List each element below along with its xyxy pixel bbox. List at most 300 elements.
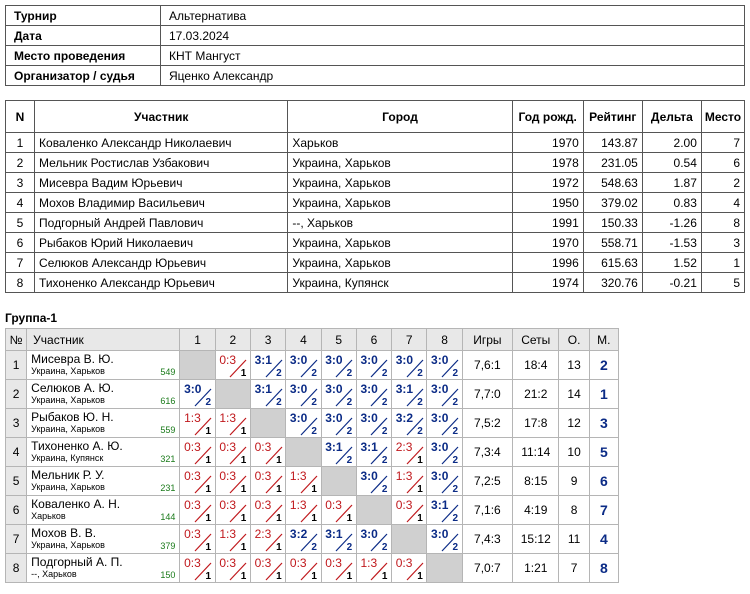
match-result-inner: [252, 351, 285, 379]
match-result: [321, 351, 356, 380]
birth-year: 1996: [512, 253, 583, 273]
info-value: КНТ Мангуст: [161, 46, 745, 66]
match-result: [392, 409, 427, 438]
match-points: 1: [417, 484, 423, 495]
participant-city: --, Харьков: [288, 213, 512, 233]
player-cell: [27, 438, 180, 467]
place: 2: [701, 173, 744, 193]
info-label: Место проведения: [6, 46, 161, 66]
participant-name: Селюков Александр Юрьевич: [35, 253, 288, 273]
match-score: 3:0: [325, 353, 343, 367]
points-total: 10: [559, 438, 589, 467]
match-points: 2: [452, 455, 459, 466]
delta: -1.26: [642, 213, 701, 233]
match-points: 2: [311, 542, 317, 553]
match-result: [427, 438, 462, 467]
match-result: [180, 525, 215, 554]
match-result-inner: [216, 438, 249, 466]
match-result: [356, 554, 391, 583]
match-result: [392, 351, 427, 380]
table-row: [6, 173, 745, 193]
match-score: 0:3: [254, 440, 272, 454]
match-result: [250, 438, 285, 467]
match-score: 0:3: [325, 498, 342, 512]
player-number: 4: [6, 438, 27, 467]
match-result-inner: [322, 554, 355, 582]
match-result-inner: [357, 380, 390, 408]
match-result: [215, 467, 250, 496]
match-score: 0:3: [184, 527, 201, 541]
points-total: 14: [559, 380, 589, 409]
player-city: Украина, Харьков: [31, 482, 105, 492]
match-points: 2: [417, 426, 423, 437]
match-points: 1: [417, 513, 423, 524]
match-result: [180, 409, 215, 438]
player-rating: 150: [160, 570, 176, 580]
player-cell: [27, 409, 180, 438]
column-header: Дельта: [642, 101, 701, 133]
match-result: [180, 496, 215, 525]
player-rating: 559: [160, 425, 176, 435]
match-score: 1:3: [184, 411, 201, 425]
match-points: 1: [417, 455, 423, 466]
match-result-inner: [393, 380, 426, 408]
match-score: 3:0: [431, 469, 449, 483]
match-score: 0:3: [219, 469, 237, 483]
match-result-inner: [393, 467, 426, 495]
table-row: [6, 554, 619, 583]
match-score: 0:3: [325, 556, 342, 570]
match-result: [427, 467, 462, 496]
match-points: 1: [311, 484, 317, 495]
sets-total: 21:2: [513, 380, 559, 409]
match-result-inner: [287, 525, 320, 553]
player-city: Украина, Купянск: [31, 453, 104, 463]
match-result: [321, 525, 356, 554]
match-points: 1: [240, 542, 247, 553]
delta: 1.87: [642, 173, 701, 193]
player-rating: 231: [160, 483, 176, 493]
match-score: 3:0: [325, 411, 343, 425]
delta: 0.54: [642, 153, 701, 173]
match-score: 3:0: [431, 527, 449, 541]
match-score: 3:0: [325, 382, 343, 396]
match-result: [427, 496, 462, 525]
player-rating: 549: [160, 367, 176, 377]
match-result: [286, 467, 321, 496]
final-place: 3: [589, 409, 618, 438]
rating: 320.76: [583, 273, 642, 293]
player-name: Подгорный А. П.: [31, 555, 123, 569]
match-result-inner: [252, 525, 285, 553]
match-result-inner: [181, 554, 214, 582]
birth-year: 1950: [512, 193, 583, 213]
player-rating: 321: [160, 454, 176, 464]
sets-total: 4:19: [513, 496, 559, 525]
match-result-inner: [181, 496, 214, 524]
match-points: 2: [346, 397, 353, 408]
match-score: 3:1: [254, 353, 272, 367]
delta: 1.52: [642, 253, 701, 273]
match-points: 1: [346, 571, 353, 582]
match-result-inner: [357, 525, 390, 553]
col-header-opponent: 5: [321, 329, 356, 351]
match-score: 1:3: [219, 527, 237, 541]
match-points: 1: [276, 455, 282, 466]
match-result-inner: [216, 467, 249, 495]
match-result-inner: [393, 409, 426, 437]
match-points: 1: [205, 455, 212, 466]
match-result-inner: [252, 554, 285, 582]
player-city: Харьков: [31, 511, 66, 521]
match-points: 2: [381, 368, 388, 379]
participant-city: Украина, Купянск: [288, 273, 512, 293]
birth-year: 1978: [512, 153, 583, 173]
games-total: 7,3:4: [462, 438, 512, 467]
match-points: 2: [346, 368, 353, 379]
col-header-opponent: 6: [356, 329, 391, 351]
column-header: Город: [288, 101, 512, 133]
self-cell: [286, 438, 321, 467]
points-total: 12: [559, 409, 589, 438]
delta: -1.53: [642, 233, 701, 253]
participant-name: Мисевра Вадим Юрьевич: [35, 173, 288, 193]
match-result: [286, 380, 321, 409]
participant-city: Украина, Харьков: [288, 153, 512, 173]
match-result: [180, 438, 215, 467]
table-row: [6, 525, 619, 554]
match-score: 0:3: [254, 556, 272, 570]
participant-name: Рыбаков Юрий Николаевич: [35, 233, 288, 253]
sets-total: 1:21: [513, 554, 559, 583]
match-points: 1: [240, 455, 247, 466]
match-result: [321, 496, 356, 525]
match-result-inner: [287, 467, 320, 495]
match-result: [321, 554, 356, 583]
player-number: 1: [6, 351, 27, 380]
match-score: 3:1: [325, 527, 343, 541]
rating: 150.33: [583, 213, 642, 233]
player-cell: [27, 525, 180, 554]
match-points: 2: [452, 368, 459, 379]
participant-city: Украина, Харьков: [288, 173, 512, 193]
match-result: [356, 409, 391, 438]
player-cell: [27, 467, 180, 496]
match-points: 2: [346, 426, 353, 437]
player-city: Украина, Харьков: [31, 395, 105, 405]
row-number: 3: [6, 173, 35, 193]
match-result: [250, 525, 285, 554]
match-result: [215, 554, 250, 583]
match-result: [356, 380, 391, 409]
info-row: [6, 66, 745, 86]
info-row: [6, 6, 745, 26]
match-result-inner: [393, 496, 426, 524]
final-place: 1: [589, 380, 618, 409]
rating: 143.87: [583, 133, 642, 153]
match-result: [427, 409, 462, 438]
group-title: Группа-1: [5, 311, 58, 325]
final-place: 8: [589, 554, 618, 583]
match-points: 2: [311, 368, 317, 379]
table-row: [6, 233, 745, 253]
match-result: [250, 467, 285, 496]
match-result: [321, 438, 356, 467]
match-points: 2: [452, 513, 459, 524]
player-name: Мисевра В. Ю.: [31, 352, 114, 366]
self-cell: [180, 351, 215, 380]
info-label: Дата: [6, 26, 161, 46]
match-result: [286, 554, 321, 583]
column-header: N: [6, 101, 35, 133]
self-cell: [427, 554, 462, 583]
match-points: 2: [276, 397, 282, 408]
match-score: 3:0: [360, 411, 378, 425]
match-points: 1: [311, 571, 317, 582]
tournament-info-table: [5, 5, 745, 86]
match-points: 1: [240, 484, 247, 495]
info-value: 17.03.2024: [161, 26, 745, 46]
final-place: 2: [589, 351, 618, 380]
match-score: 3:0: [360, 527, 378, 541]
table-row: [6, 193, 745, 213]
self-cell: [321, 467, 356, 496]
match-score: 0:3: [219, 440, 237, 454]
match-points: 1: [205, 571, 212, 582]
final-place: 7: [589, 496, 618, 525]
match-score: 2:3: [254, 527, 272, 541]
info-value: Альтернатива: [161, 6, 745, 26]
player-name: Тихоненко А. Ю.: [31, 439, 123, 453]
place: 7: [701, 133, 744, 153]
match-result-inner: [252, 438, 285, 466]
match-points: 1: [205, 542, 212, 553]
match-result: [356, 351, 391, 380]
games-total: 7,0:7: [462, 554, 512, 583]
match-result: [427, 380, 462, 409]
match-result: [250, 351, 285, 380]
match-result-inner: [252, 380, 285, 408]
player-cell: [27, 351, 180, 380]
match-score: 1:3: [289, 498, 307, 512]
participants-table: [5, 100, 745, 293]
rating: 548.63: [583, 173, 642, 193]
match-score: 3:2: [289, 527, 308, 541]
place: 1: [701, 253, 744, 273]
match-result: [392, 380, 427, 409]
birth-year: 1991: [512, 213, 583, 233]
match-result-inner: [322, 525, 355, 553]
match-result-inner: [181, 409, 214, 437]
match-result-inner: [216, 554, 249, 582]
table-row: [6, 253, 745, 273]
player-city: Украина, Харьков: [31, 540, 105, 550]
column-header: Участник: [35, 101, 288, 133]
final-place: 6: [589, 467, 618, 496]
row-number: 7: [6, 253, 35, 273]
row-number: 4: [6, 193, 35, 213]
place: 6: [701, 153, 744, 173]
match-result: [215, 525, 250, 554]
col-header-player: Участник: [27, 329, 180, 351]
match-score: 1:3: [289, 469, 307, 483]
match-result-inner: [428, 351, 461, 379]
group-crosstable: [5, 328, 619, 583]
player-number: 3: [6, 409, 27, 438]
match-points: 1: [240, 426, 247, 437]
participant-name: Коваленко Александр Николаевич: [35, 133, 288, 153]
match-result: [356, 467, 391, 496]
table-row: [6, 351, 619, 380]
player-rating: 379: [160, 541, 176, 551]
match-result-inner: [357, 351, 390, 379]
match-result: [392, 554, 427, 583]
player-number: 2: [6, 380, 27, 409]
match-result-inner: [393, 554, 426, 582]
sets-total: 17:8: [513, 409, 559, 438]
match-score: 0:3: [395, 556, 413, 570]
match-points: 1: [276, 513, 282, 524]
player-number: 6: [6, 496, 27, 525]
match-score: 0:3: [184, 556, 201, 570]
match-result-inner: [252, 467, 285, 495]
match-result: [215, 351, 250, 380]
match-result-inner: [322, 351, 355, 379]
match-result-inner: [322, 496, 355, 524]
player-number: 8: [6, 554, 27, 583]
player-cell: [27, 380, 180, 409]
match-points: 2: [417, 397, 423, 408]
column-header: Год рожд.: [512, 101, 583, 133]
games-total: 7,5:2: [462, 409, 512, 438]
match-result: [356, 525, 391, 554]
match-score: 0:3: [254, 469, 272, 483]
participant-name: Мохов Владимир Васильевич: [35, 193, 288, 213]
rating: 231.05: [583, 153, 642, 173]
match-points: 2: [417, 368, 423, 379]
sets-total: 8:15: [513, 467, 559, 496]
match-result-inner: [357, 438, 390, 466]
col-header-points: О.: [559, 329, 589, 351]
table-row: [6, 409, 619, 438]
match-result: [392, 438, 427, 467]
participant-city: Украина, Харьков: [288, 233, 512, 253]
match-points: 2: [452, 426, 459, 437]
match-result-inner: [428, 380, 461, 408]
rating: 615.63: [583, 253, 642, 273]
birth-year: 1972: [512, 173, 583, 193]
match-result: [356, 438, 391, 467]
match-score: 1:3: [219, 411, 237, 425]
match-score: 0:3: [395, 498, 413, 512]
participant-name: Тихоненко Александр Юрьевич: [35, 273, 288, 293]
match-result-inner: [393, 351, 426, 379]
rating: 379.02: [583, 193, 642, 213]
birth-year: 1970: [512, 133, 583, 153]
points-total: 8: [559, 496, 589, 525]
match-points: 2: [452, 484, 459, 495]
match-result: [180, 554, 215, 583]
rating: 558.71: [583, 233, 642, 253]
table-row: [6, 273, 745, 293]
row-number: 5: [6, 213, 35, 233]
place: 4: [701, 193, 744, 213]
match-score: 3:1: [395, 382, 414, 396]
match-result: [215, 409, 250, 438]
match-result-inner: [428, 409, 461, 437]
games-total: 7,6:1: [462, 351, 512, 380]
col-header-opponent: 3: [250, 329, 285, 351]
match-result-inner: [428, 467, 461, 495]
col-header-opponent: 7: [392, 329, 427, 351]
points-total: 7: [559, 554, 589, 583]
match-score: 0:3: [184, 498, 201, 512]
col-header-opponent: 2: [215, 329, 250, 351]
table-row: [6, 438, 619, 467]
self-cell: [250, 409, 285, 438]
match-result: [427, 525, 462, 554]
match-points: 1: [205, 484, 212, 495]
match-score: 3:0: [289, 382, 308, 396]
match-result-inner: [252, 496, 285, 524]
match-score: 0:3: [289, 556, 307, 570]
table-row: [6, 380, 619, 409]
final-place: 5: [589, 438, 618, 467]
match-result-inner: [428, 525, 461, 553]
match-result: [215, 438, 250, 467]
match-points: 1: [240, 368, 247, 379]
match-points: 1: [276, 484, 282, 495]
match-result-inner: [181, 438, 214, 466]
table-row: [6, 496, 619, 525]
match-score: 3:0: [289, 411, 308, 425]
birth-year: 1970: [512, 233, 583, 253]
match-points: 1: [205, 513, 212, 524]
self-cell: [215, 380, 250, 409]
match-points: 2: [205, 397, 212, 408]
player-number: 5: [6, 467, 27, 496]
match-score: 3:0: [431, 382, 449, 396]
player-city: Украина, Харьков: [31, 366, 105, 376]
match-score: 1:3: [360, 556, 378, 570]
col-header-sets: Сеты: [513, 329, 559, 351]
info-row: [6, 26, 745, 46]
match-result: [392, 467, 427, 496]
match-points: 1: [205, 426, 212, 437]
games-total: 7,1:6: [462, 496, 512, 525]
match-result: [286, 409, 321, 438]
match-result: [250, 380, 285, 409]
row-number: 1: [6, 133, 35, 153]
delta: -0.21: [642, 273, 701, 293]
place: 8: [701, 213, 744, 233]
participant-city: Украина, Харьков: [288, 253, 512, 273]
match-result: [250, 496, 285, 525]
match-score: 0:3: [184, 440, 201, 454]
match-result: [321, 409, 356, 438]
match-score: 0:3: [184, 469, 201, 483]
player-name: Мельник Р. У.: [31, 468, 105, 482]
row-number: 2: [6, 153, 35, 173]
player-number: 7: [6, 525, 27, 554]
info-value: Яценко Александр: [161, 66, 745, 86]
match-points: 2: [311, 397, 317, 408]
match-score: 0:3: [219, 498, 237, 512]
match-score: 3:0: [431, 353, 449, 367]
participant-name: Мельник Ростислав Узбакович: [35, 153, 288, 173]
match-result-inner: [322, 438, 355, 466]
info-row: [6, 46, 745, 66]
